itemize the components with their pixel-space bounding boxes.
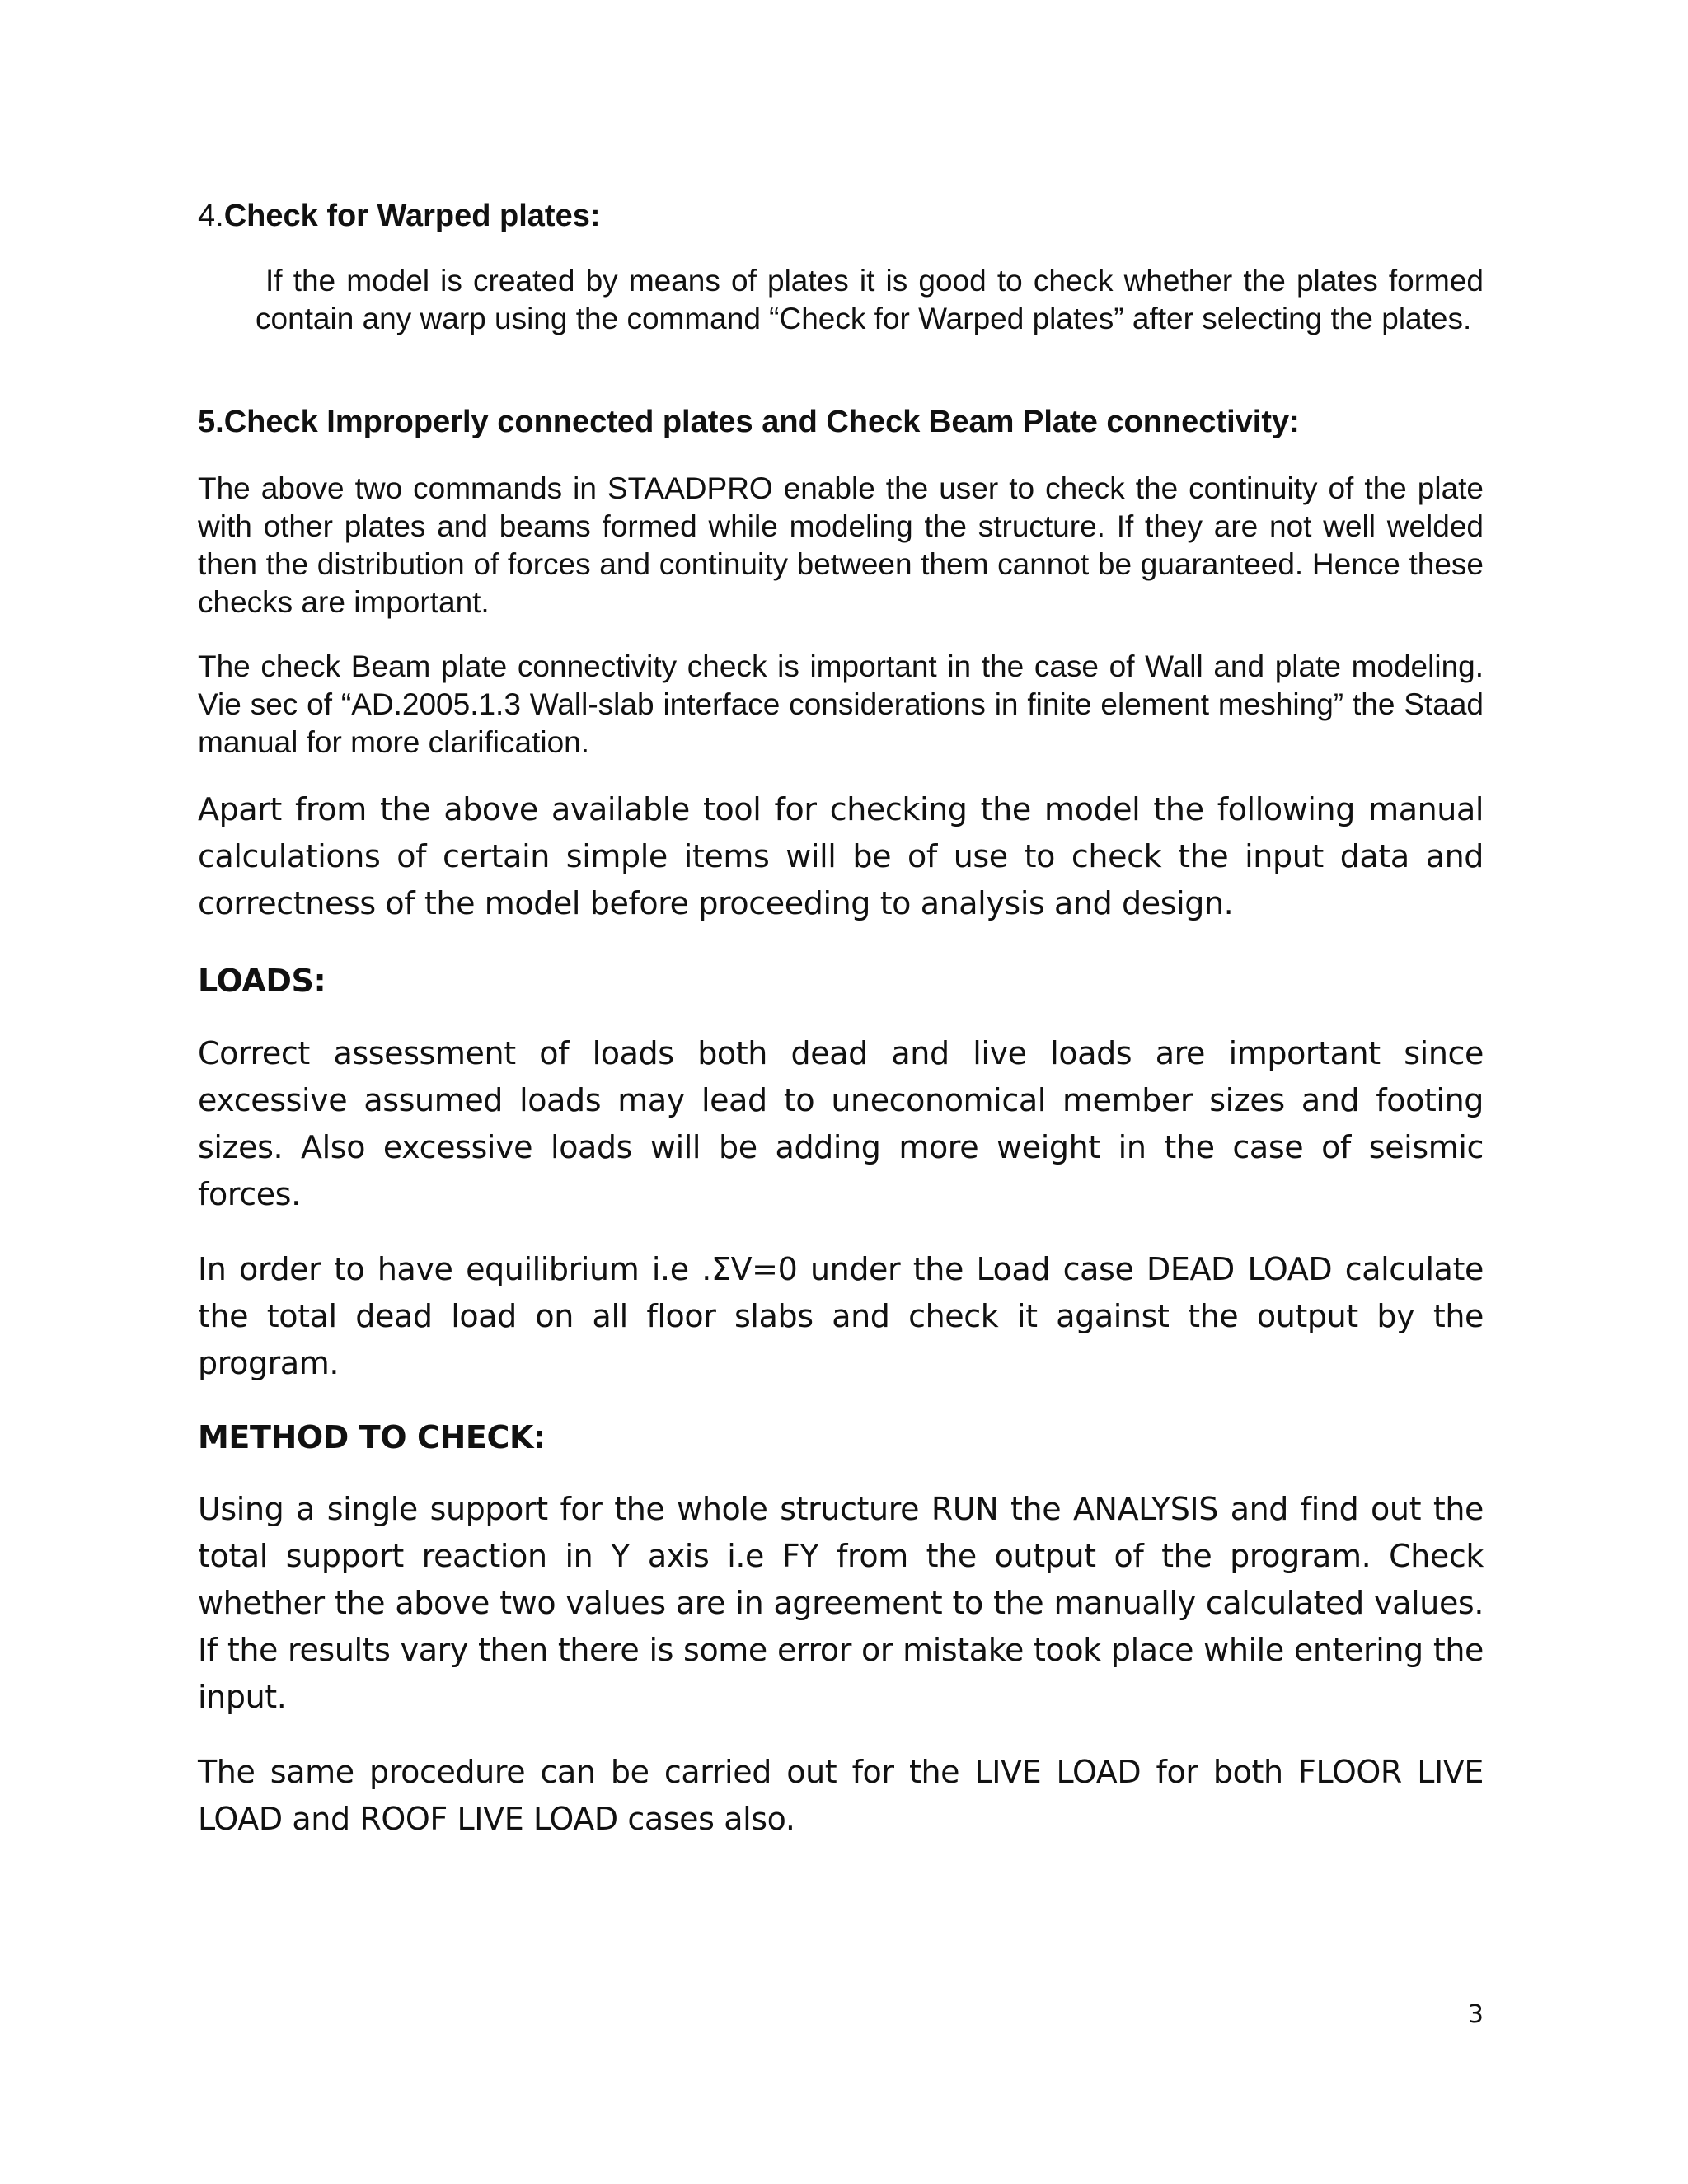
method-paragraph-2: The same procedure can be carried out for the LIVE LOAD for both FLOOR LIVE LOAD and ROOF LIVE LOAD cases also.	[198, 1754, 1484, 1837]
loads-heading: LOADS:	[198, 963, 326, 999]
section-4-heading	[198, 196, 1484, 236]
section-5-heading: 5.Check Improperly connected plates and Check Beam Plate connectivity:	[198, 405, 1300, 439]
method-heading: METHOD TO CHECK:	[198, 1419, 546, 1455]
loads-paragraph-2: In order to have equilibrium i.e .ΣV=0 under the Load case DEAD LOAD calculate the total dead load on all floor slabs and check it against the output by the program.	[198, 1251, 1484, 1381]
method-paragraph-1: Using a single support for the whole structure RUN the ANALYSIS and find out the total support reaction in Y axis i.e FY from the output of the program. Check whether the above two values are in agreement to the manually calculated values. If the results vary then there is some error or mistake took place while entering the input.	[198, 1491, 1484, 1715]
section-5-paragraph-1: The above two commands in STAADPRO enable the user to check the continuity of the plate with other plates and beams formed while modeling the structure. If they are not well welded then the distribution of forces and continuity between them cannot be guaranteed. Hence these checks are important.	[198, 471, 1484, 619]
section-5-paragraph-2: The check Beam plate connectivity check is important in the case of Wall and plate modeling. Vie sec of “AD.2005.1.3 Wall-slab interface considerations in finite element meshing” the Staad manual for more clarification.	[198, 649, 1484, 759]
loads-paragraph-1: Correct assessment of loads both dead and live loads are important since excessive assumed loads may lead to uneconomical member sizes and footing sizes. Also excessive loads will be adding more weight in the case of seismic forces.	[198, 1035, 1484, 1212]
section-4-title: Check for Warped plates:	[223, 199, 601, 233]
intro-paragraph: Apart from the above available tool for checking the model the following manual calculations of certain simple items will be of use to check the input data and correctness of the model before proceeding to analysis and design.	[198, 791, 1484, 921]
section-4-number: 4.	[198, 199, 224, 233]
page-number: 3	[1467, 2000, 1484, 2029]
section-4-paragraph: If the model is created by means of plates it is good to check whether the plates formed contain any warp using the command “Check for Warped plates” after selecting the plates.	[256, 264, 1484, 335]
